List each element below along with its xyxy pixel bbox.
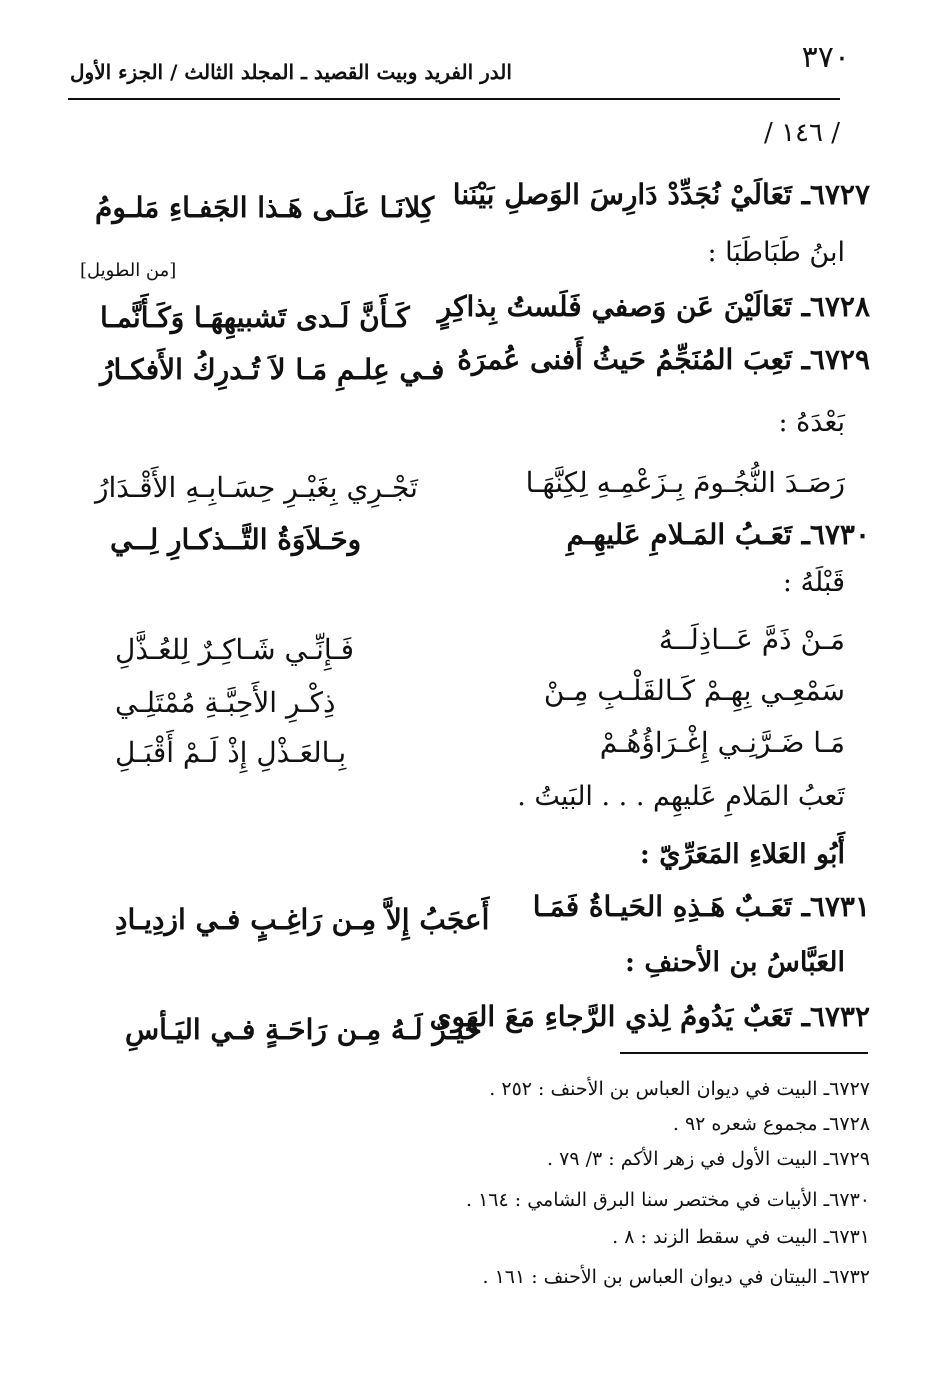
- header-rule: [68, 98, 840, 100]
- footnote-6731: ٦٧٣١ـ البيت في سقط الزند : ٨ .: [612, 1226, 870, 1248]
- verse-6731-first-hemistich: ٦٧٣١ـ تَعَـبٌ هَـذِهِ الحَيـاةُ فَمَـا: [532, 890, 870, 923]
- verse-6729-second-hemistich: فـي عِلـمِ مَـا لاَ تُـدرِكُ الأَفكـارُ: [100, 353, 445, 386]
- page-number: ٣٧٠: [801, 40, 850, 75]
- verse-ma-darrani-second-hemistich: بِـالعَـذْلِ إِذْ لَـمْ أَقْبَـلِ: [115, 736, 347, 769]
- entry-number: / ١٤٦ /: [764, 118, 840, 148]
- footnote-6730: ٦٧٣٠ـ الأبيات في مختصر سنا البرق الشامي : ١٦٤ .: [466, 1189, 870, 1211]
- verse-6732-second-hemistich: خَيـرٌ لَـهُ مِـن رَاحَـةٍ فـي اليَـأسِ: [125, 1013, 482, 1046]
- running-head: الدر الفريد وبيت القصيد ـ المجلد الثالث / الجزء الأول: [70, 60, 512, 84]
- poet-heading-al-abbas: العَبَّاسُ بن الأحنفِ :: [624, 947, 845, 978]
- verse-rasada-second-hemistich: تَجْـرِي بِغَيْـرِ حِسَـابِـهِ الأَقْـدَارُ: [95, 471, 418, 504]
- section-heading-after: بَعْدَهُ :: [778, 407, 845, 438]
- verse-rasada-first-hemistich: رَصَـدَ النُّجُـومَ بِـزَعْمِـهِ لِكِنَّهَـا: [525, 466, 845, 499]
- verse-man-dhamma-second-hemistich: فَـإِنِّـي شَـاكِـرٌ لِلعُـذَّلِ: [115, 633, 354, 666]
- verse-6732-first-hemistich: ٦٧٣٢ـ تَعَبٌ يَدُومُ لِذي الرَّجاءِ مَعَ الهَوى: [429, 1000, 870, 1033]
- verse-6729-first-hemistich: ٦٧٢٩ـ تَعِبَ المُنَجِّمُ حَيثُ أَفنى عُمرَهُ: [457, 343, 870, 376]
- verse-ma-darrani-first-hemistich: مَـا ضَـرَّنِـي إِغْـرَاؤُهُـمْ: [599, 726, 845, 759]
- verse-6730-first-hemistich: ٦٧٣٠ـ تَعَـبُ المَـلامِ عَليهِـمِ: [566, 518, 870, 551]
- verse-6730-second-hemistich: وحَـلاَوَةُ التَّــذكـارِ لِــي: [110, 523, 362, 556]
- footnote-6729: ٦٧٢٩ـ البيت الأول في زهر الأكم : ٣/ ٧٩ .: [547, 1148, 870, 1170]
- meter-tag: [من الطويل]: [80, 260, 177, 281]
- footnote-6732: ٦٧٣٢ـ البيتان في ديوان العباس بن الأحنف : ١٦١ .: [482, 1266, 870, 1288]
- poet-heading-ibn-tabataba: ابنُ طَبَاطَبَا :: [707, 237, 845, 268]
- verse-6728-first-hemistich: ٦٧٢٨ـ تَعَالَيْنَ عَن وَصفي فَلَستُ بِذاكِرٍ: [437, 290, 870, 323]
- footnote-6728: ٦٧٢٨ـ مجموع شعره ٩٢ .: [672, 1113, 870, 1135]
- verse-repeat-line: تَعبُ المَلامِ عَليهِم . . . البَيتُ .: [517, 781, 845, 812]
- verse-6727-first-hemistich: ٦٧٢٧ـ تَعَالَيْ نُجَدِّدْ دَارِسَ الوَصلِ بَيْنَنا: [452, 178, 870, 211]
- verse-sami-second-hemistich: ذِكْـرِ الأَحِبَّـةِ مُمْتَلِـي: [115, 686, 336, 719]
- section-heading-before: قَبْلَهُ :: [782, 567, 845, 598]
- footnote-6727: ٦٧٢٧ـ البيت في ديوان العباس بن الأحنف : ٢٥٢ .: [489, 1078, 870, 1100]
- verse-man-dhamma-first-hemistich: مَـنْ ذَمَّ عَــاذِلَــهُ: [658, 623, 845, 656]
- verse-6728-second-hemistich: كَـأَنَّ لَـدى تَشبيهِهَـا وَكَـأَنَّمـا: [100, 301, 410, 334]
- verse-6727-second-hemistich: كِلانَـا عَلَـى هَـذا الجَفـاءِ مَلـومُ: [95, 191, 435, 224]
- verse-sami-first-hemistich: سَمْعِـي بِهِـمْ كَـالقَلْـبِ مِـنْ: [543, 674, 845, 707]
- verse-6731-second-hemistich: أَعجَبُ إِلاَّ مِـن رَاغِـبٍ فـي ازدِيـادِ: [115, 903, 490, 936]
- poet-heading-abu-alala: أَبُو العَلاءِ المَعَرِّيّ :: [639, 839, 845, 870]
- footnote-rule: [620, 1052, 868, 1054]
